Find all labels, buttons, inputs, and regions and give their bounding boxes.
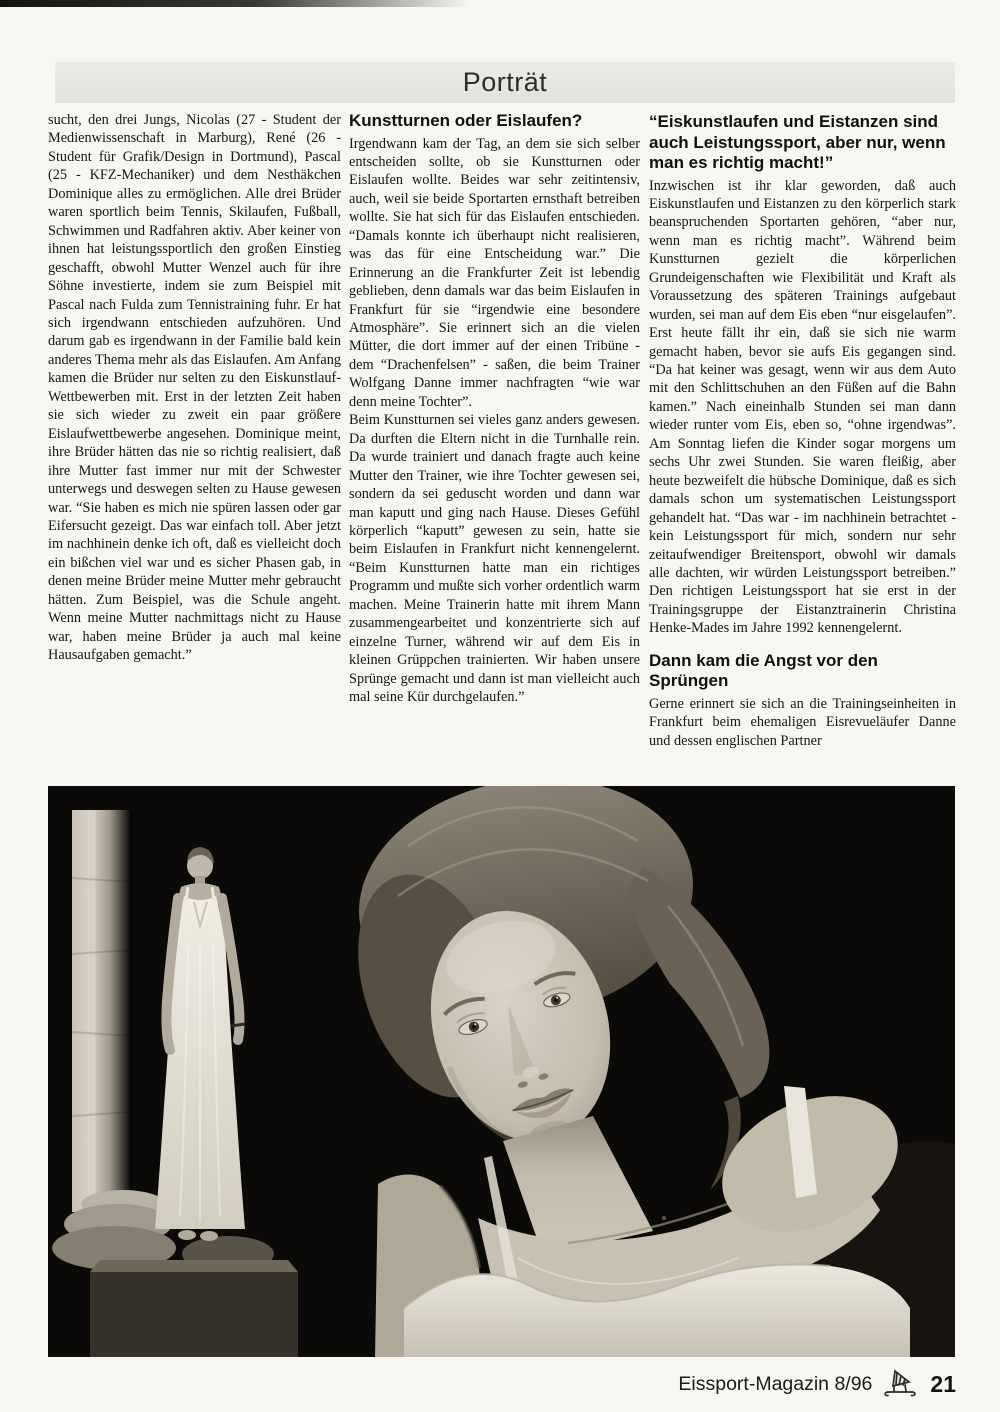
paragraph: sucht, den drei Jungs, Nicolas (27 - Student der Medienwissenschaft in Marburg), René (26 - Student für Grafik/Design in Dortmund), Pascal (25 - KFZ-Mechaniker) und dem Nesthäkchen Dominique alles zu ermöglichen. Alle drei Brüder waren sportlich beim Tennis, Skilaufen, Fußball, Schwimmen und Radfahren aktiv. Aber keiner von ihnen hat leistungssportlich den großen Einstieg geschafft, obwohl Mutter Wenzel auch für ihre Söhne investierte, indem sie zum Beispiel mit Pascal nach Fulda zum Tennistraining fuhr. Er hat sich irgendwann entschieden aufzuhören. Und darum gab es irgendwann in der Familie bald kein anderes Thema mehr als das Eislaufen. Am Anfang kamen die Brüder nur selten zu den Eiskunstlauf-Wettbewerben mit. Erst in der letzten Zeit haben sie sich wieder zu zweit ein paar größere Eislaufwettbewerbe angesehen. Dominique meint, ihre Brüder hätten das nie so richtig realisiert, daß ihre Mutter fast immer nur mit der Schwester unterwegs und deswegen selten zu Hause gewesen war. “Sie haben es mich nie spüren lassen oder gar Eifersucht gezeigt. Das war einfach toll. Aber jetzt im nachhinein denke ich oft, daß es vielleicht doch ein bißchen viel war und es sicher Phasen gab, in denen meine Brüder meine Mutter mehr gebraucht hätten. Zum Beispiel, was die Schule angeht. Wenn meine Mutter nachmittags nicht zu Hause war, haben meine Brüder ja auch mal keine Hausaufgaben gemacht.” bbox=[48, 112, 341, 664]
page-title: Porträt bbox=[462, 67, 548, 97]
figure-skate-icon bbox=[882, 1367, 920, 1401]
portrait-photo-rendering bbox=[48, 786, 955, 1357]
paragraph: Inzwischen ist ihr klar geworden, daß auch Eiskunstlaufen und Eistanzen zu den körperlich stark beanspruchenden Sportarten gehören, “aber nur, wenn man es richtig macht”. Während beim Kunstturnen gezielt die körperlichen Grundeigenschaften wie Flexibilität und Kraft als Voraussetzung des späteren Trainings aufgebaut wurden, sei man auf dem Eis eben “nur eisgelaufen”. Erst heute fällt ihr ein, daß sie sich nie warm gemacht haben, bevor sie aufs Eis gegangen sind. “Da hat keiner was gesagt, wenn wir aus dem Auto mit den Schlittschuhen an den Füßen auf die Bahn kamen.” Nach eineinhalb Stunden sei man dann wieder runter vom Eis, eben so, “ohne irgendwas”. Am Sonntag liefen die Kinder sogar morgens um sechs Uhr zwei Stunden. Sie waren fleißig, aber heute bezweifelt die hübsche Dominique, daß es sich damals schon um systematischen Leistungssport gehandelt hat. “Das war - im nachhinein betrachtet - kein Leistungssport für mich, sondern nur sehr zeitaufwendiger Breitensport, obwohl wir damals alle dachten, wir würden Leistungssport betreiben.” Den richtigen Leistungssport hat sie erst in der Trainingsgruppe der Eistanztrainerin Christina Henke-Mades im Jahre 1992 kennengelernt. bbox=[649, 177, 956, 637]
page-number: 21 bbox=[930, 1370, 956, 1397]
column-2-heading: Kunstturnen oder Eislaufen? bbox=[349, 111, 583, 130]
article-column-1 bbox=[48, 111, 341, 781]
scan-artifact bbox=[0, 0, 470, 7]
magazine-name: Eissport-Magazin 8/96 bbox=[678, 1372, 873, 1395]
column-3-subheading: Dann kam die Angst vor den Sprüngen bbox=[649, 650, 878, 691]
stone-pedestal bbox=[90, 1260, 298, 1357]
article-column-3 bbox=[649, 112, 956, 780]
article-column-2 bbox=[349, 111, 640, 781]
portrait-photo bbox=[48, 786, 955, 1357]
paragraph: Irgendwann kam der Tag, an dem sie sich selber entscheiden sollte, ob sie Kunstturnen oder Eislaufen wollte. Beides war sehr zeitintensiv, auch, weil sie beide Sportarten ernsthaft betreiben wollte. Sie hat sich für das Eislaufen entschieden. “Damals konnte ich überhaupt nicht realisieren, was das für eine Entscheidung war.” Die Erinnerung an die Frankfurter Zeit ist lebendig geblieben, denn damals war das beim Eislaufen in Frankfurt für sie “irgendwie eine besondere Atmosphäre”. Sie erinnert sich an die vielen Mütter, die dort immer auf der einen Tribüne - dem “Drachenfelsen” - saßen, die beim Trainer Wolfgang Danne immer nachfragten “wie war denn meine Tochter”. bbox=[349, 135, 640, 410]
page-footer bbox=[678, 1365, 956, 1403]
column-3-heading: “Eiskunstlaufen und Eistanzen sind auch Leistungssport, aber nur, wenn man es richtig macht!” bbox=[649, 112, 946, 172]
paragraph: Beim Kunstturnen sei vieles ganz anders gewesen. Da durften die Eltern nicht in die Turnhalle rein. Da wurde trainiert und danach fragte auch keine Mutter den Trainer, wie ihre Tochter gewesen sei, sondern da sei geduscht worden und dann war man kaputt und ging nach Hause. Dieses Gefühl körperlich “kaputt” gewesen zu sein, hatte sie beim Eislaufen in Frankfurt nicht kennengelernt. “Beim Kunstturnen hatte man ein richtiges Programm und mußte sich vorher ordentlich warm machen. Meine Trainerin hatte mit ihrem Mann zusammengearbeitet und konzentrierte sich auf einzelne Turner, während wir auf dem Eis in kleinen Grüppchen trainierten. Wir haben unsere Sprünge gemacht und dann ist man vielleicht auch mal seine Kür durchgelaufen.” bbox=[349, 412, 640, 706]
paragraph: Gerne erinnert sie sich an die Trainingseinheiten in Frankfurt beim ehemaligen Eisrevueläufer Danne und dessen englischen Partner bbox=[649, 695, 956, 749]
section-header-bar bbox=[55, 62, 955, 103]
